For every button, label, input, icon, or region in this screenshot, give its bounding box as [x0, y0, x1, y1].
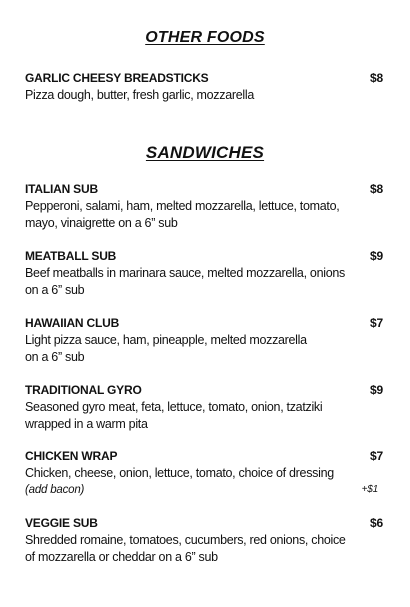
item-price: $9 [370, 383, 383, 397]
item-description [25, 332, 383, 366]
description-line: Pepperoni, salami, ham, melted mozzarella, lettuce, tomato, [25, 199, 340, 213]
description-line: Shredded romaine, tomatoes, cucumbers, red onions, choice [25, 533, 346, 547]
description-line: Beef meatballs in marinara sauce, melted mozzarella, onions [25, 266, 345, 280]
menu-item-garlic-cheesy-breadsticks [25, 71, 383, 104]
menu-item-hawaiian-club [25, 316, 383, 366]
description-line: of mozzarella or cheddar on a 6” sub [25, 550, 218, 564]
item-description: Pizza dough, butter, fresh garlic, mozzarella [25, 88, 254, 102]
menu-item-veggie-sub [25, 516, 383, 566]
item-header [25, 383, 383, 398]
item-name: VEGGIE SUB [25, 516, 98, 530]
item-header [25, 249, 383, 264]
item-price: $8 [370, 71, 383, 85]
item-name: CHICKEN WRAP [25, 449, 118, 463]
item-name: MEATBALL SUB [25, 249, 117, 263]
description-line: Seasoned gyro meat, feta, lettuce, tomato, onion, tzatziki [25, 400, 323, 414]
item-name: HAWAIIAN CLUB [25, 316, 120, 330]
menu-item-italian-sub [25, 182, 383, 232]
item-name: ITALIAN SUB [25, 182, 98, 196]
item-price: $7 [370, 316, 383, 330]
item-name: GARLIC CHEESY BREADSTICKS [25, 71, 209, 85]
item-price: $8 [370, 182, 383, 196]
add-on-label: (add bacon) [25, 484, 85, 496]
item-header [25, 516, 383, 531]
item-description [25, 265, 383, 299]
add-on-price: +$1 [361, 484, 378, 495]
description-line: on a 6” sub [25, 350, 85, 364]
description-line: wrapped in a warm pita [25, 417, 148, 431]
menu-item-chicken-wrap [25, 449, 383, 498]
description-line: Chicken, cheese, onion, lettuce, tomato, choice of dressing [25, 466, 334, 480]
description-line: on a 6” sub [25, 283, 85, 297]
item-header [25, 71, 383, 86]
description-line: mayo, vinaigrette on a 6” sub [25, 216, 178, 230]
description-line: Light pizza sauce, ham, pineapple, melted mozzarella [25, 333, 307, 347]
menu-item-meatball-sub [25, 249, 383, 299]
item-description [25, 532, 383, 566]
item-header [25, 316, 383, 331]
section-title-sandwiches: SANDWICHES [145, 143, 265, 162]
item-description [25, 198, 383, 232]
item-price: $6 [370, 516, 383, 530]
item-name: TRADITIONAL GYRO [25, 383, 142, 397]
item-price: $9 [370, 249, 383, 263]
item-description [25, 399, 383, 433]
add-on-row [25, 482, 383, 498]
item-description [25, 465, 383, 482]
menu-item-traditional-gyro [25, 383, 383, 433]
section-title-other-foods: OTHER FOODS [145, 29, 265, 46]
item-header [25, 449, 383, 464]
item-header [25, 182, 383, 197]
item-price: $7 [370, 449, 383, 463]
